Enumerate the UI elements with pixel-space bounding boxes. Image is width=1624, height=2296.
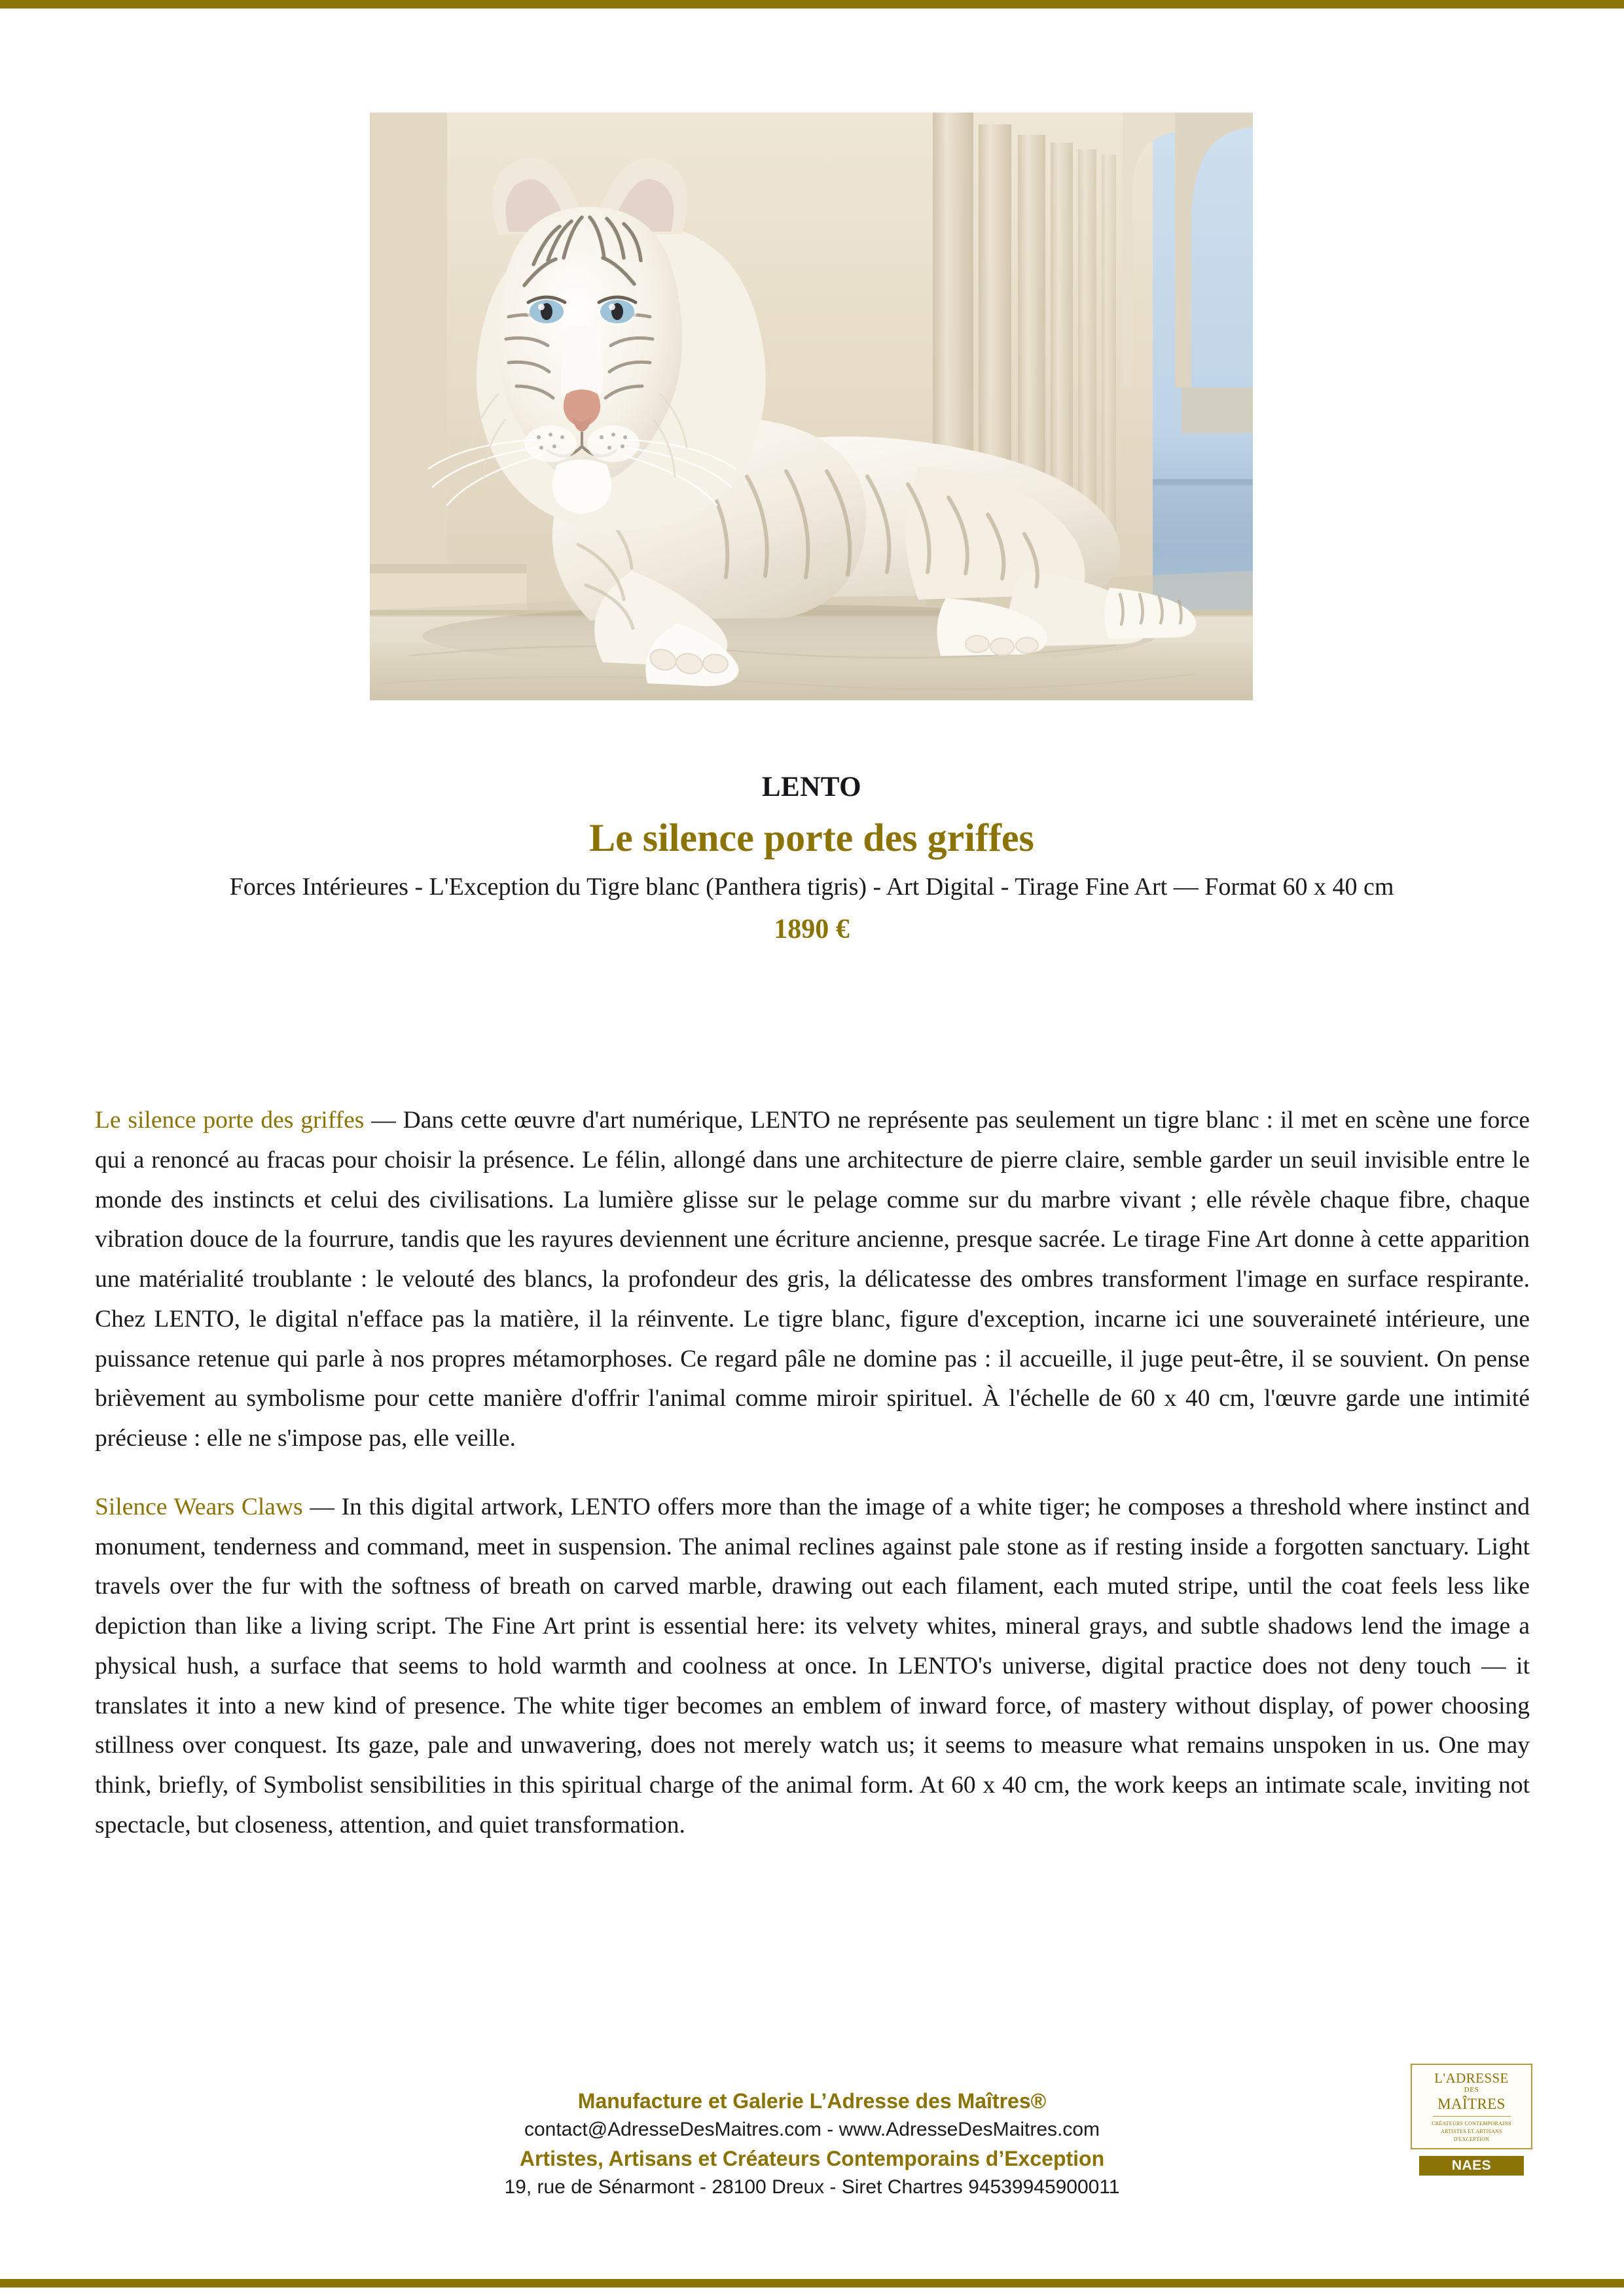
description-paragraph-en <box>95 1488 1530 1846</box>
footer <box>0 2087 1624 2202</box>
description-block <box>95 1101 1530 1846</box>
footer-company-name: Manufacture et Galerie L’Adresse des Maîtres® <box>577 2089 1047 2113</box>
top-gold-rule <box>0 0 1624 9</box>
logo-card <box>1411 2064 1532 2149</box>
artwork-price: 1890 € <box>774 914 850 944</box>
footer-contact[interactable]: contact@AdresseDesMaitres.com - www.AdresseDesMaitres.com <box>524 2119 1100 2141</box>
logo-subline-exception: D'EXCEPTION <box>1453 2136 1490 2143</box>
footer-tagline: Artistes, Artisans et Créateurs Contemporains d’Exception <box>519 2147 1105 2171</box>
footer-address: 19, rue de Sénarmont - 28100 Dreux - Siret Chartres 94539945900011 <box>504 2176 1120 2198</box>
description-text-fr: Dans cette œuvre d'art numérique, LENTO ne représente pas seulement un tigre blanc : il met en scène une force qui a renoncé au fracas pour choisir la présence. Le félin, allongé dans une architecture de pierre claire, semble garder un seuil invisible entre le monde des instincts et celui des civilisations. La lumière glisse sur le pelage comme sur du marbre vivant ; elle révèle chaque fibre, chaque vibration douce de la fourrure, tandis que les rayures deviennent une écriture ancienne, presque sacrée. Le tirage Fine Art donne à cette apparition une matérialité troublante : le velouté des blancs, la profondeur des gris, la délicatesse des ombres transforment l'image en surface respirante. Chez LENTO, le digital n'efface pas la matière, il la réinvente. Le tigre blanc, figure d'exception, incarne ici une souveraineté intérieure, une puissance retenue qui parle à nos propres métamorphoses. Ce regard pâle ne domine pas : il accueille, il juge peut-être, il se souvient. On pense brièvement au symbolisme pour cette manière d'offrir l'animal comme miroir spirituel. À l'échelle de 60 x 40 cm, l'œuvre garde une intimité précieuse : elle ne s'impose pas, elle veille. <box>95 1107 1530 1452</box>
description-lead-fr: Le silence porte des griffes <box>95 1107 365 1134</box>
logo-line-des: DES <box>1464 2086 1479 2094</box>
artist-name: LENTO <box>761 772 862 802</box>
logo-line-adresse: L'ADRESSE <box>1434 2070 1509 2086</box>
logo-line-maitres: MAÎTRES <box>1437 2095 1506 2112</box>
naes-badge: NAES <box>1419 2156 1524 2176</box>
artwork-heading-block <box>92 771 1532 946</box>
logo-divider <box>1433 2116 1511 2117</box>
description-dash-en: — <box>302 1493 342 1520</box>
bottom-gold-rule <box>0 2279 1624 2287</box>
artwork-title: Le silence porte des griffes <box>589 816 1034 860</box>
artwork-canvas <box>370 113 1253 700</box>
description-text-en: In this digital artwork, LENTO offers more than the image of a white tiger; he composes a threshold where instinct and monument, tenderness and command, meet in suspension. The animal reclines against pale stone as if resting inside a forgotten sanctuary. Light travels over the fur with the softness of breath on carved marble, drawing out each filament, each muted stripe, until the coat feels less like depiction than like a living script. The Fine Art print is essential here: its velvety whites, mineral grays, and subtle shadows lend the image a physical hush, a surface that seems to hold warmth and coolness at once. In LENTO's universe, digital practice does not deny touch — it translates it into a new kind of presence. The white tiger becomes an emblem of inward force, of mastery without display, of power choosing stillness over conquest. Its gaze, pale and unwavering, does not merely watch us; it seems to measure what remains unspoken in us. One may think, briefly, of Symbolist sensibilities in this spiritual charge of the animal form. At 60 x 40 cm, the work keeps an intimate scale, inviting not spectacle, but closeness, attention, and quiet transformation. <box>95 1493 1530 1839</box>
artwork-image <box>370 113 1253 700</box>
description-dash-fr: — <box>364 1107 403 1134</box>
logo-subline-artistes: ARTISTES ET ARTISANS <box>1441 2128 1502 2135</box>
brand-logo <box>1411 2064 1535 2176</box>
description-paragraph-fr <box>95 1101 1530 1459</box>
white-tiger-illustration <box>370 113 1253 700</box>
description-lead-en: Silence Wears Claws <box>95 1493 303 1520</box>
artwork-subtitle: Forces Intérieures - L'Exception du Tigre blanc (Panthera tigris) - Art Digital - Tirage Fine Art — Format 60 x 40 cm <box>229 873 1394 901</box>
logo-subline-createurs: CRÉATEURS CONTEMPORAINS <box>1432 2121 1511 2127</box>
